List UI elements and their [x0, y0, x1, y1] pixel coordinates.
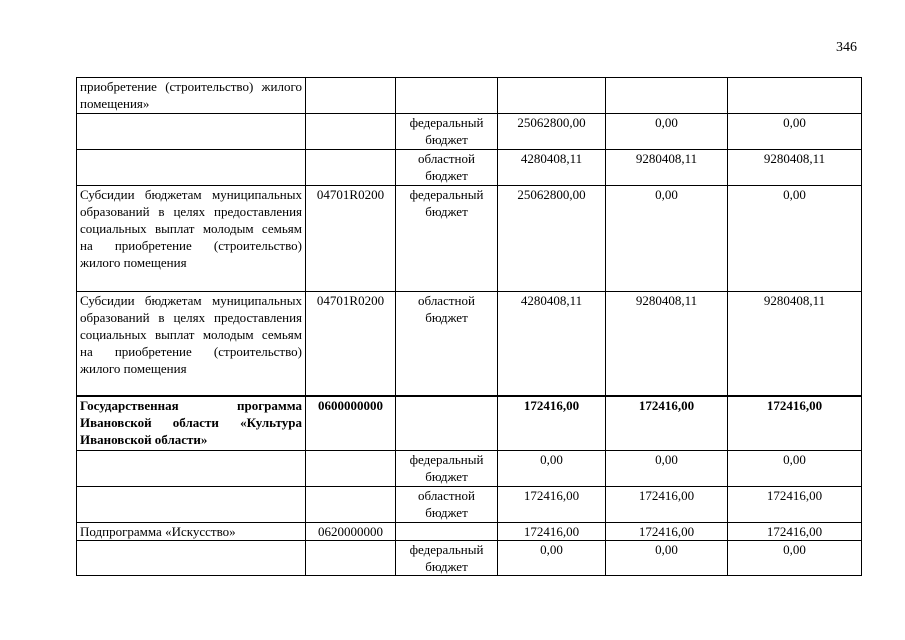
- row-code: 04701R0200: [306, 292, 396, 396]
- row-value-1: 172416,00: [498, 523, 606, 541]
- table-row: [77, 541, 862, 576]
- row-name: [77, 451, 306, 487]
- row-value-3: 0,00: [728, 186, 862, 292]
- row-code: [306, 78, 396, 114]
- table-row: [77, 150, 862, 186]
- row-value-2: [606, 78, 728, 114]
- row-value-1: 172416,00: [498, 396, 606, 451]
- row-value-2: 0,00: [606, 114, 728, 150]
- row-name: Субсидии бюджетам муниципальных образований в целях предоставления социальных выплат молодым семьям на приобретение (строительство) жилого помещения: [77, 292, 306, 396]
- row-source: федеральный бюджет: [396, 541, 498, 576]
- row-value-2: 0,00: [606, 541, 728, 576]
- row-value-2: 9280408,11: [606, 292, 728, 396]
- row-name: [77, 487, 306, 523]
- row-value-1: [498, 78, 606, 114]
- budget-table: [76, 77, 862, 576]
- row-value-1: 4280408,11: [498, 150, 606, 186]
- table-row: [77, 396, 862, 451]
- table-row: [77, 523, 862, 541]
- row-source: областной бюджет: [396, 292, 498, 396]
- row-value-1: 4280408,11: [498, 292, 606, 396]
- row-name: [77, 541, 306, 576]
- table-row: [77, 78, 862, 114]
- row-value-3: 172416,00: [728, 487, 862, 523]
- row-code: 0620000000: [306, 523, 396, 541]
- row-code: [306, 451, 396, 487]
- row-value-3: 9280408,11: [728, 292, 862, 396]
- table-row: [77, 487, 862, 523]
- row-value-2: 172416,00: [606, 523, 728, 541]
- row-source: федеральный бюджет: [396, 451, 498, 487]
- row-name: [77, 114, 306, 150]
- row-value-3: 172416,00: [728, 523, 862, 541]
- row-value-3: 0,00: [728, 114, 862, 150]
- row-name: приобретение (строительство) жилого помещения»: [77, 78, 306, 114]
- row-source: [396, 78, 498, 114]
- row-value-2: 0,00: [606, 451, 728, 487]
- row-code: [306, 114, 396, 150]
- row-value-1: 25062800,00: [498, 186, 606, 292]
- row-value-3: 0,00: [728, 541, 862, 576]
- row-value-3: [728, 78, 862, 114]
- row-value-3: 0,00: [728, 451, 862, 487]
- row-name: Подпрограмма «Искусство»: [77, 523, 306, 541]
- row-code: [306, 150, 396, 186]
- row-name: Субсидии бюджетам муниципальных образований в целях предоставления социальных выплат молодым семьям на приобретение (строительство) жилого помещения: [77, 186, 306, 292]
- row-code: 0600000000: [306, 396, 396, 451]
- row-name: Государственная программа Ивановской области «Культура Ивановской области»: [77, 396, 306, 451]
- row-source: федеральный бюджет: [396, 186, 498, 292]
- row-code: 04701R0200: [306, 186, 396, 292]
- row-value-2: 9280408,11: [606, 150, 728, 186]
- row-name: [77, 150, 306, 186]
- table-row: [77, 186, 862, 292]
- row-value-3: 9280408,11: [728, 150, 862, 186]
- table-row: [77, 292, 862, 396]
- row-code: [306, 487, 396, 523]
- table-row: [77, 451, 862, 487]
- row-value-1: 0,00: [498, 451, 606, 487]
- row-value-1: 172416,00: [498, 487, 606, 523]
- row-source: областной бюджет: [396, 487, 498, 523]
- row-code: [306, 541, 396, 576]
- row-source: областной бюджет: [396, 150, 498, 186]
- row-value-2: 172416,00: [606, 396, 728, 451]
- row-source: федеральный бюджет: [396, 114, 498, 150]
- table-row: [77, 114, 862, 150]
- page-number: 346: [836, 40, 857, 55]
- row-value-2: 0,00: [606, 186, 728, 292]
- row-source: [396, 523, 498, 541]
- row-source: [396, 396, 498, 451]
- row-value-3: 172416,00: [728, 396, 862, 451]
- row-value-1: 25062800,00: [498, 114, 606, 150]
- row-value-2: 172416,00: [606, 487, 728, 523]
- row-value-1: 0,00: [498, 541, 606, 576]
